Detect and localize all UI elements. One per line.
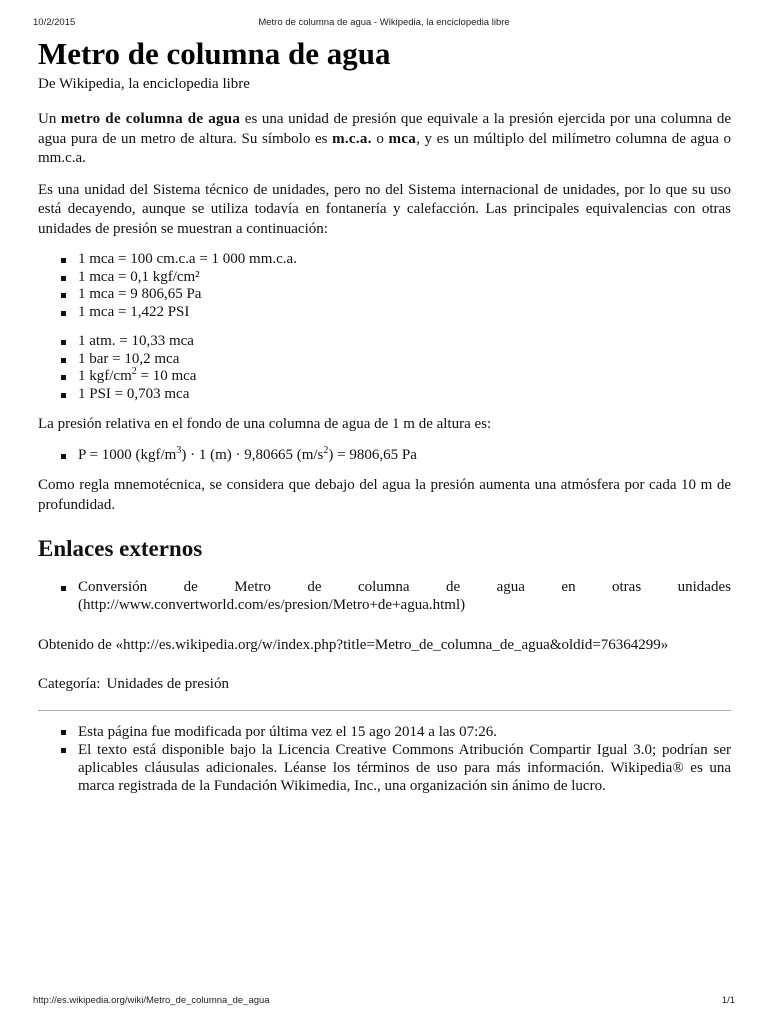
link-word: columna (357, 579, 410, 595)
footer-item (61, 723, 731, 741)
formula-text: ) · 1 (m) · 9,80665 (m/s (181, 446, 324, 463)
category-line (38, 675, 731, 694)
superscript: 2 (323, 444, 329, 456)
list-item-text: 1 kgf/cm (78, 368, 132, 384)
link-word: de (307, 579, 322, 595)
list-item-text: 1 mca = 0,1 kgf/cm² (78, 268, 200, 285)
intro-paragraph (38, 110, 731, 169)
obtained-from[interactable]: Obtenido de «http://es.wikipedia.org/w/index.php?title=Metro_de_columna_de_agua&oldid=76364299» (38, 637, 669, 653)
symbol-mca: mca (388, 130, 417, 147)
list-item (61, 351, 731, 369)
usage-paragraph: Es una unidad del Sistema técnico de unidades, pero no del Sistema internacional de unidades, por lo que su uso está decayendo, aunque se utiliza todavía en fontanería y calefacción. Las principales equivalencias con otras unidades de presión se muestran a continuación: (38, 181, 731, 237)
last-modified-text: Esta página fue modificada por última vez el 15 ago 2014 a las 07:26. (78, 724, 498, 740)
bullet-icon (61, 748, 66, 753)
list-item-text: 1 mca = 9 806,65 Pa (78, 286, 202, 302)
footer-divider (38, 710, 731, 711)
list-item-text: 1 mca = 1,422 PSI (78, 303, 190, 320)
print-footer (33, 995, 735, 1007)
formula-list (38, 444, 731, 465)
list-item (61, 269, 731, 287)
bullet-icon (61, 375, 66, 380)
pressure-paragraph: La presión relativa en el fondo de una columna de agua de 1 m de altura es: (38, 416, 492, 432)
category-label: Categoría: (38, 676, 101, 692)
intro-text: es una unidad de presión que equivale a la presión ejercida por una columna de agua pura de un metro de altura. Su símbolo es (38, 111, 731, 147)
intro-term: metro de columna de agua (60, 111, 241, 127)
formula-text: P = 1000 (kgf/m (78, 446, 177, 463)
list-item-text: 1 mca = 100 cm.c.a = 1 000 mm.c.a. (78, 251, 297, 267)
list-item (61, 286, 731, 304)
bullet-icon (61, 311, 66, 316)
bullet-icon (61, 293, 66, 298)
list-item (61, 368, 731, 386)
superscript: 2 (131, 366, 137, 377)
print-date: 10/2/2015 (33, 17, 76, 28)
page-title: Metro de columna de agua (38, 36, 391, 71)
list-item-text: 1 PSI = 0,703 mca (78, 385, 190, 402)
equivalences-list-b (38, 333, 731, 403)
external-links-list (38, 579, 731, 614)
link-word: agua (496, 579, 525, 595)
formula-text: ) = 9806,65 Pa (328, 446, 417, 463)
list-item (61, 304, 731, 322)
intro-text: o (371, 130, 389, 147)
page-footer-list (38, 723, 731, 795)
bullet-icon (61, 454, 66, 459)
link-word: de (183, 579, 198, 595)
link-word: Conversión (78, 579, 148, 595)
mnemonic-paragraph: Como regla mnemotécnica, se considera que debajo del agua la presión aumenta una atmósfera por cada 10 m de profundidad. (38, 477, 731, 513)
license-text: El texto está disponible bajo la Licencia Creative Commons Atribución Compartir Igual 3.0; podrían ser aplicables cláusulas adicionales. Léanse los términos de uso para más información. Wikipedia® es una marca registrada de la Fundación Wikimedia, Inc., una organización sin ánimo de lucro. (78, 742, 731, 794)
list-item (61, 251, 731, 269)
list-item-text: = 10 mca (136, 368, 197, 384)
list-item (61, 333, 731, 351)
link-word: de (446, 579, 461, 595)
formula-item (61, 444, 731, 465)
list-item (61, 386, 731, 404)
bullet-icon (61, 358, 66, 363)
link-word: en (561, 579, 576, 595)
external-links-heading: Enlaces externos (38, 536, 203, 561)
intro-text: Un (38, 111, 61, 127)
external-link-url[interactable]: (http://www.convertworld.com/es/presion/Metro+de+agua.html) (78, 596, 466, 613)
print-header (33, 17, 735, 29)
bullet-icon (61, 340, 66, 345)
superscript: 3 (176, 444, 182, 456)
print-url: http://es.wikipedia.org/wiki/Metro_de_columna_de_agua (33, 995, 270, 1006)
bullet-icon (61, 586, 66, 591)
intro-text: , y es un múltiplo del milímetro columna de agua o mm.c.a. (38, 130, 731, 166)
link-word: otras (612, 579, 642, 595)
external-link-text[interactable] (78, 579, 731, 597)
external-link-item[interactable] (61, 579, 731, 614)
list-item-text: 1 bar = 10,2 mca (78, 350, 180, 367)
list-item-text: 1 atm. = 10,33 mca (78, 333, 194, 349)
print-page-title: Metro de columna de agua - Wikipedia, la enciclopedia libre (258, 17, 510, 28)
bullet-icon (61, 258, 66, 263)
page-count: 1/1 (721, 995, 735, 1006)
category-link[interactable]: Unidades de presión (106, 676, 229, 692)
bullet-icon (61, 393, 66, 398)
link-word: Metro (234, 579, 271, 595)
footer-item (61, 741, 731, 795)
article-content (38, 34, 731, 807)
bullet-icon (61, 730, 66, 735)
bullet-icon (61, 276, 66, 281)
equivalences-list-a (38, 251, 731, 321)
page-subtitle: De Wikipedia, la enciclopedia libre (38, 76, 250, 92)
link-word: unidades (677, 579, 731, 595)
symbol-mca-dotted: m.c.a. (332, 130, 372, 147)
